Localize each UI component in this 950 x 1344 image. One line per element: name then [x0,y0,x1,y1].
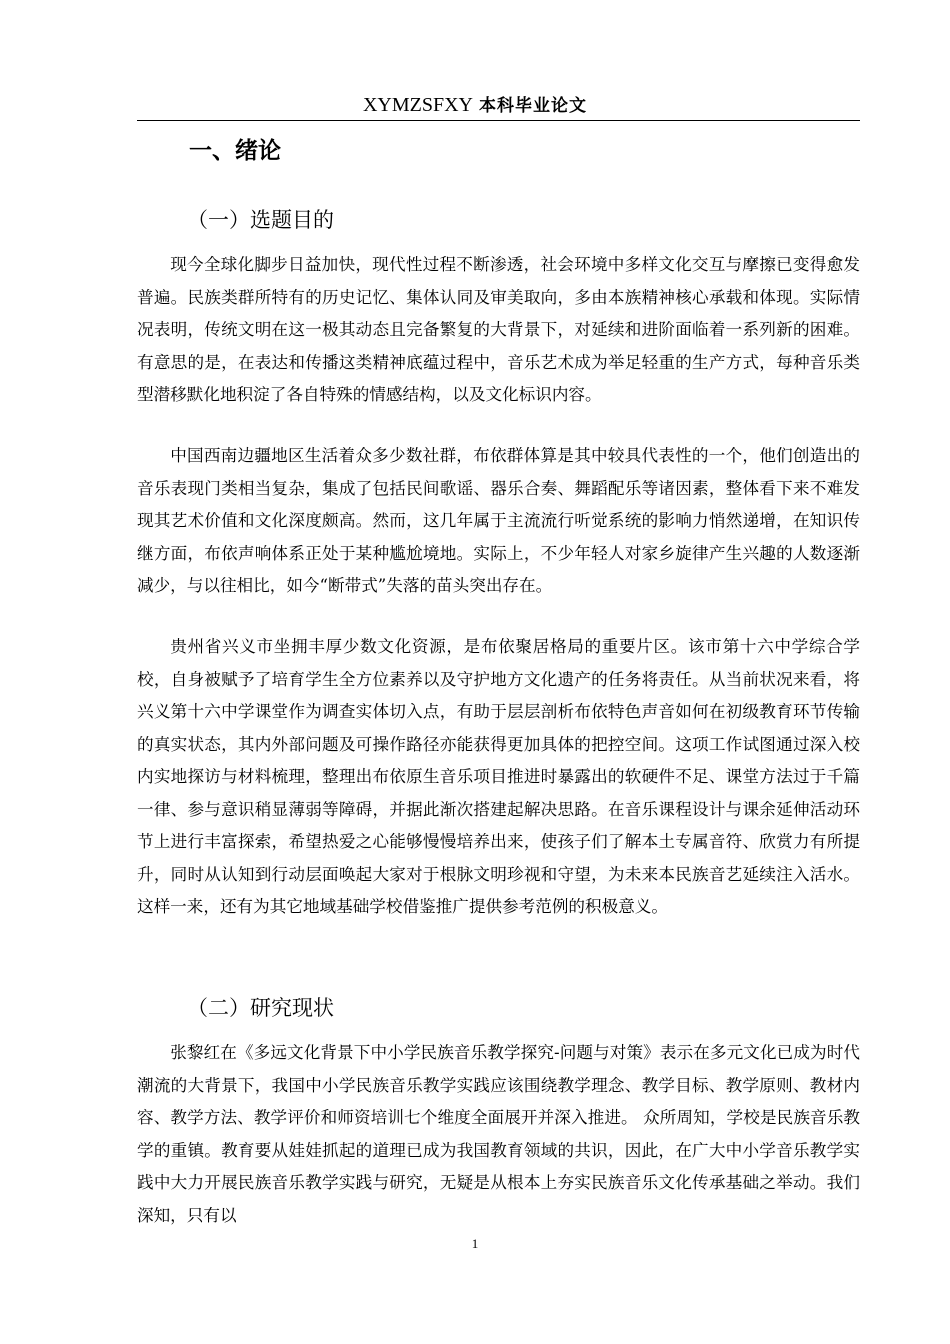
paragraph: 现今全球化脚步日益加快，现代性过程不断渗透，社会环境中多样文化交互与摩擦已变得愈发普遍。民族类群所特有的历史记忆、集体认同及审美取向，多由本族精神核心承载和体现。实际情况表明，传统文明在这一极其动态且完备繁复的大背景下，对延续和进阶面临着一系列新的困难。有意思的是，在表达和传播这类精神底蕴过程中，音乐艺术成为举足轻重的生产方式，每种音乐类型潜移默化地积淀了各自特殊的情感结构，以及文化标识内容。 [137,255,860,404]
page-number: 1 [471,1236,479,1251]
header-latin-title: XYMZSFXY [362,94,473,116]
subsection-title-research-status: （二）研究现状 [187,996,334,1020]
paragraph: 中国西南边疆地区生活着众多少数社群，布依群体算是其中较具代表性的一个，他们创造出的音乐表现门类相当复杂，集成了包括民间歌谣、器乐合奏、舞蹈配乐等诸因素，整体看下来不难发现其艺术价值和文化深度颇高。然而，这几年属于主流流行听觉系统的影响力悄然递增，在知识传继方面，布依声响体系正处于某种尴尬境地。实际上，不少年轻人对家乡旋律产生兴趣的人数逐渐减少，与以往相比，如今“断带式”失落的苗头突出存在。 [137,446,860,595]
section-title-introduction: 一、绪论 [189,138,281,164]
subsection-title-research-purpose: （一）选题目的 [187,208,334,232]
header-divider [137,120,860,121]
paragraph: 张黎红在《多远文化背景下中小学民族音乐教学探究-问题与对策》表示在多元文化已成为时代潮流的大背景下，我国中小学民族音乐教学实践应该围绕教学理念、教学目标、教学原则、教材内容、教学方法、教学评价和师资培训七个维度全面展开并深入推进。 众所周知，学校是民族音乐教学的重镇。教育要从娃娃抓起的道理已成为我国教育领域的共识，因此，在广大中小学音乐教学实践中大力开展民族音乐教学实践与研究，无疑是从根本上夯实民族音乐文化传承基础之举动。我们深知，只有以 [137,1043,860,1225]
header-thesis-label: 本科毕业论文 [479,96,588,116]
page-header [0,91,950,120]
paragraph: 贵州省兴义市坐拥丰厚少数文化资源，是布依聚居格局的重要片区。该市第十六中学综合学校，自身被赋予了培育学生全方位素养以及守护地方文化遗产的任务将责任。从当前状况来看，将兴义第十六中学课堂作为调查实体切入点，有助于层层剖析布依特色声音如何在初级教育环节传输的真实状态，其内外部问题及可操作路径亦能获得更加具体的把控空间。这项工作试图通过深入校内实地探访与材料梳理，整理出布依原生音乐项目推进时暴露出的软硬件不足、课堂方法过于千篇一律、参与意识稍显薄弱等障碍，并据此渐次搭建起解决思路。在音乐课程设计与课余延伸活动环节上进行丰富探索，希望热爱之心能够慢慢培养出来，使孩子们了解本土专属音符、欣赏力有所提升，同时从认知到行动层面唤起大家对于根脉文明珍视和守望，为未来本民族音艺延续注入活水。这样一来，还有为其它地域基础学校借鉴推广提供参考范例的积极意义。 [137,637,860,916]
